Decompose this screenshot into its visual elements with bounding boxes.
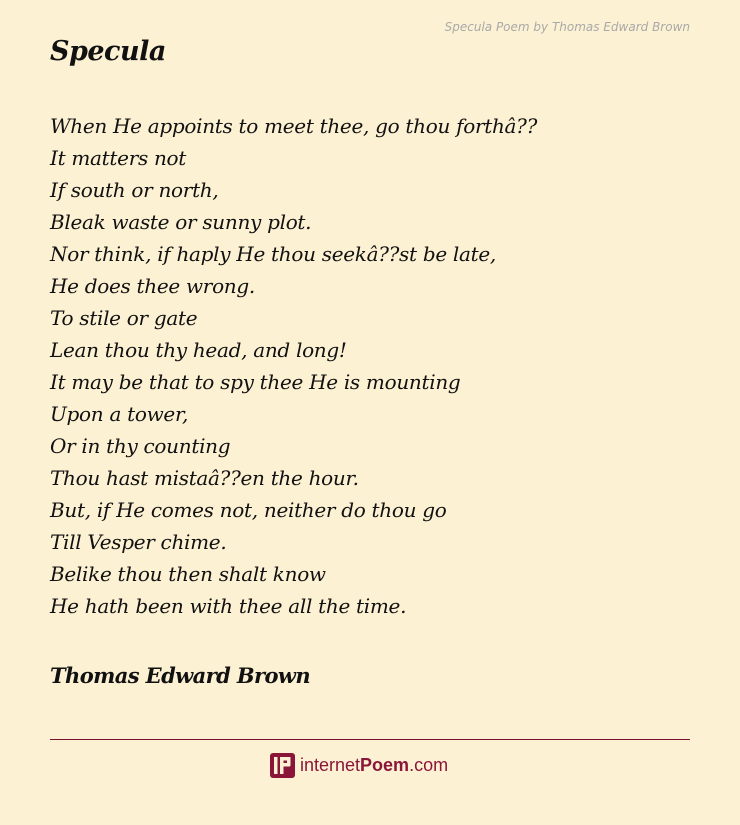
poem-line: To stile or gate [50, 306, 198, 330]
poem-body [50, 110, 690, 622]
poem-line: He does thee wrong. [50, 274, 255, 298]
poem-line: Upon a tower, [50, 402, 189, 426]
poem-title: Specula [50, 36, 166, 67]
poem-line: Thou hast mistaâ??en the hour. [50, 466, 359, 490]
internetpoem-logo-text [300, 755, 448, 776]
internetpoem-logo-icon [270, 753, 295, 778]
internetpoem-logo-link[interactable] [270, 752, 448, 778]
poem-line: Or in thy counting [50, 434, 231, 458]
logo-suffix: .com [409, 754, 449, 775]
poem-credit: Specula Poem by Thomas Edward Brown [444, 20, 690, 34]
poem-line: It may be that to spy thee He is mounting [50, 370, 461, 394]
poem-line: Lean thou thy head, and long! [50, 338, 347, 362]
poem-line: It matters not [50, 146, 187, 170]
poem-line: But, if He comes not, neither do thou go [50, 498, 447, 522]
poem-author: Thomas Edward Brown [50, 663, 311, 688]
poem-line: If south or north, [50, 178, 219, 202]
logo-strong: Poem [360, 754, 410, 775]
logo-prefix: internet [300, 754, 361, 775]
poem-line: He hath been with thee all the time. [50, 594, 407, 618]
poem-line: Till Vesper chime. [50, 530, 227, 554]
footer-divider [50, 739, 690, 740]
poem-line: Nor think, if haply He thou seekâ??st be late, [50, 242, 496, 266]
poem-line: Belike thou then shalt know [50, 562, 326, 586]
poem-line: When He appoints to meet thee, go thou forthâ?? [50, 114, 538, 138]
poem-line: Bleak waste or sunny plot. [50, 210, 312, 234]
